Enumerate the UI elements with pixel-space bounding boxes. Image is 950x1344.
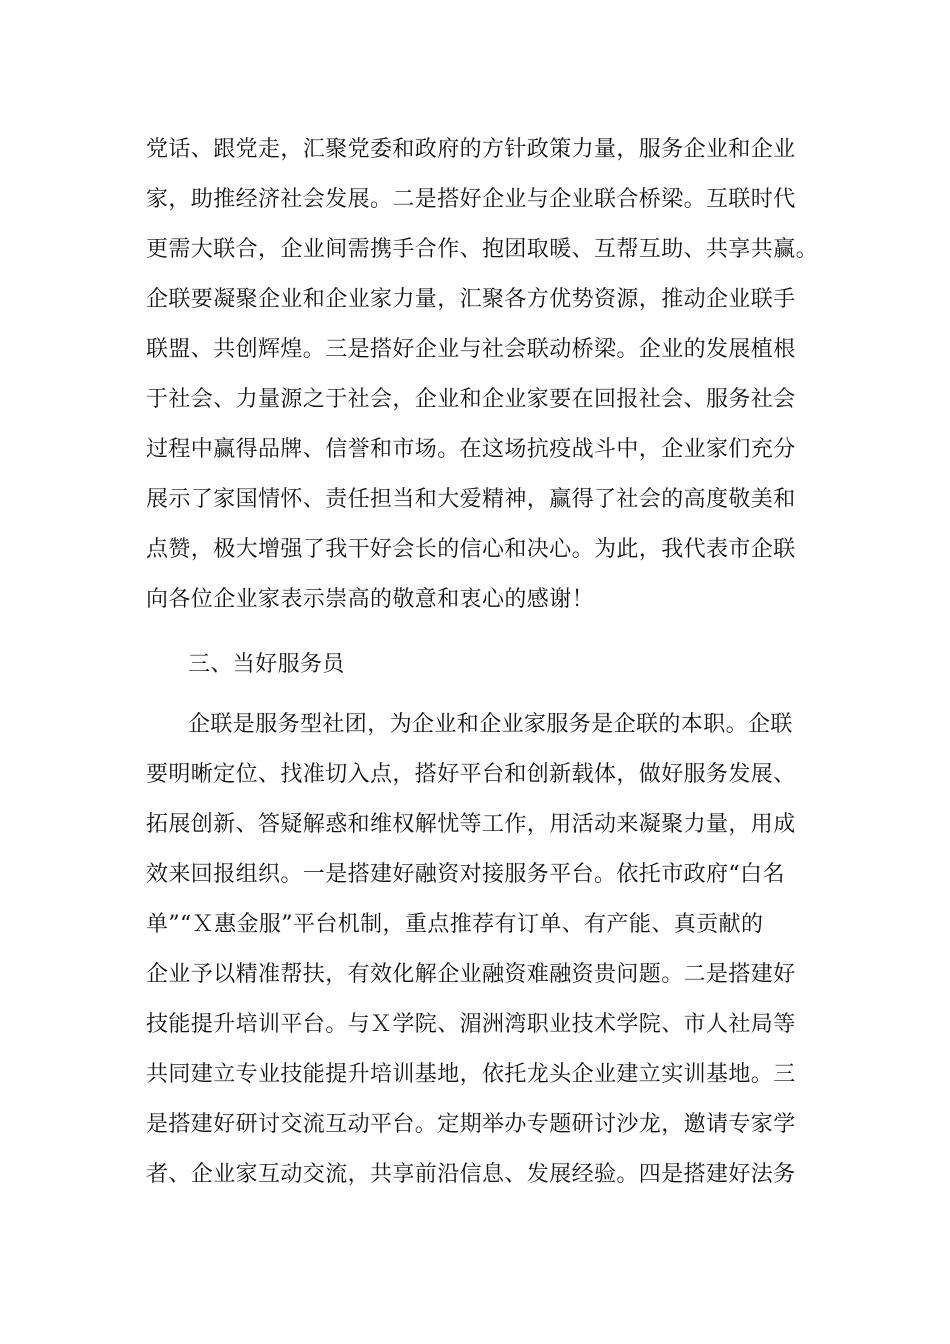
paragraph-line: 者、企业家互动交流，共享前沿信息、发展经验。四是搭建好法务 (146, 1162, 796, 1187)
paragraph-line: 过程中赢得品牌、信誉和市场。在这场抗疫战斗中，企业家们充分 (146, 437, 796, 462)
paragraph-line: 于社会、力量源之于社会，企业和企业家要在回报社会、服务社会 (146, 387, 796, 412)
paragraph-line: 是搭建好研讨交流互动平台。定期举办专题研讨沙龙，邀请专家学 (146, 1112, 796, 1137)
paragraph-line: 党话、跟党走，汇聚党委和政府的方针政策力量，服务企业和企业 (146, 137, 796, 162)
paragraph-line: 单”“Ｘ惠金服”平台机制，重点推荐有订单、有产能、真贡献的 (146, 912, 764, 937)
paragraph-line: 企联要凝聚企业和企业家力量，汇聚各方优势资源，推动企业联手 (146, 287, 796, 312)
paragraph-line: 企联是服务型社团，为企业和企业家服务是企联的本职。企联 (188, 712, 793, 737)
section-heading: 三、当好服务员 (188, 652, 345, 677)
paragraph-line: 家，助推经济社会发展。二是搭好企业与企业联合桥梁。互联时代 (146, 187, 796, 212)
paragraph-line: 更需大联合，企业间需携手合作、抱团取暖、互帮互助、共享共赢。 (146, 237, 819, 262)
paragraph-line: 共同建立专业技能提升培训基地，依托龙头企业建立实训基地。三 (146, 1062, 796, 1087)
paragraph-line: 效来回报组织。一是搭建好融资对接服务平台。依托市政府“白名 (146, 862, 785, 887)
paragraph-line: 点赞，极大增强了我干好会长的信心和决心。为此，我代表市企联 (146, 537, 796, 562)
paragraph-line: 拓展创新、答疑解惑和维权解忧等工作，用活动来凝聚力量，用成 (146, 812, 796, 837)
paragraph-line: 联盟、共创辉煌。三是搭好企业与社会联动桥梁。企业的发展植根 (146, 337, 796, 362)
paragraph-line: 展示了家国情怀、责任担当和大爱精神，赢得了社会的高度敬美和 (146, 487, 796, 512)
paragraph-line: 向各位企业家表示崇高的敬意和衷心的感谢！ (146, 587, 595, 612)
paragraph-line: 企业予以精准帮扶，有效化解企业融资难融资贵问题。二是搭建好 (146, 962, 796, 987)
paragraph-line: 技能提升培训平台。与Ｘ学院、湄洲湾职业技术学院、市人社局等 (146, 1012, 796, 1037)
paragraph-line: 要明晰定位、找准切入点，搭好平台和创新载体，做好服务发展、 (146, 762, 796, 787)
